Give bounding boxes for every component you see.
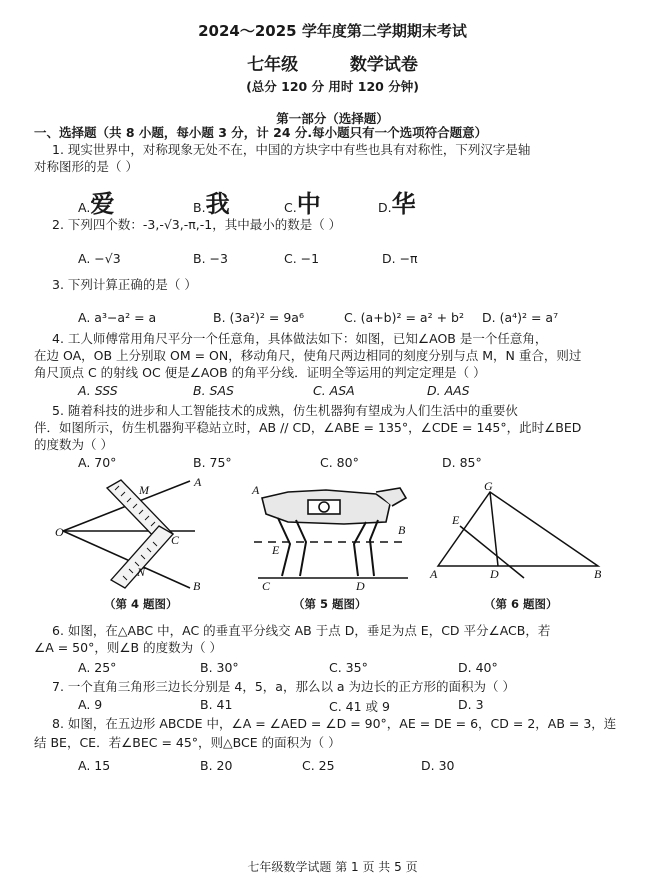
- figure-6-triangle: [428, 482, 608, 582]
- q8-line2: 结 BE，CE．若∠BEC = 45°，则△BCE 的面积为（ ）: [34, 735, 341, 750]
- figure-6-caption: （第 6 题图）: [484, 597, 558, 611]
- segment-gd: [490, 492, 498, 566]
- label-c: C: [171, 533, 180, 547]
- q3-option-c: C. (a+b)² = a² + b²: [344, 310, 464, 325]
- q4-line1: 4. 工人师傅常用角尺平分一个任意角，具体做法如下：如图，已知∠AOB 是一个任意角，: [52, 331, 548, 346]
- q1-option-a: A.爱: [78, 189, 115, 218]
- page-footer: 七年级数学试题 第 1 页 共 5 页: [247, 860, 418, 874]
- triangle-gab: [438, 492, 598, 566]
- q5-option-d: D. 85°: [442, 455, 482, 470]
- label-d: D: [356, 579, 365, 593]
- q5-option-c: C. 80°: [320, 455, 359, 470]
- label-a: A: [194, 476, 202, 489]
- exam-info: (总分 120 分 用时 120 分钟): [246, 79, 419, 94]
- q8-option-d: D. 30: [421, 758, 455, 773]
- q2-option-c: C. −1: [284, 251, 320, 266]
- q6-line2: ∠A = 50°，则∠B 的度数为（ ）: [34, 640, 223, 655]
- figure-5-caption: （第 5 题图）: [293, 597, 367, 611]
- q1-option-c: C.中: [284, 189, 321, 218]
- q6-option-b: B. 30°: [200, 660, 239, 675]
- q5-line2: 伴．如图所示，仿生机器狗平稳站立时，AB // CD，∠ABE = 135°，∠CDE = 145°，此时∠BED: [34, 420, 582, 435]
- subject-label: 数学试卷: [349, 55, 418, 75]
- q3-option-b: B. (3a²)² = 9a⁶: [213, 310, 304, 325]
- label-e: E: [452, 513, 460, 527]
- label-m: M: [139, 483, 149, 497]
- label-a: A: [430, 567, 438, 581]
- q4-line2: 在边 OA，OB 上分别取 OM = ON，移动角尺，使角尺两边相同的刻度分别与点 M，N 重合，则过: [34, 348, 582, 363]
- exam-title: 2024～2025 学年度第二学期期末考试: [198, 22, 467, 40]
- label-g: G: [484, 482, 493, 493]
- q4-option-c: C. ASA: [313, 383, 355, 398]
- q5-option-a: A. 70°: [78, 455, 117, 470]
- grade-label: 七年级: [247, 55, 299, 75]
- q8-option-a: A. 15: [78, 758, 111, 773]
- q2-option-d: D. −π: [382, 251, 418, 266]
- q2-text: 2. 下列四个数：-3,-√3,-π,-1，其中最小的数是（ ）: [52, 217, 342, 232]
- q5-option-b: B. 75°: [193, 455, 232, 470]
- section-heading: 一、选择题（共 8 小题，每小题 3 分，计 24 分.每小题只有一个选项符合题意）: [34, 125, 488, 140]
- label-e: E: [272, 543, 280, 557]
- q6-line1: 6. 如图，在△ABC 中，AC 的垂直平分线交 AB 于点 D，垂足为点 E，CD 平分∠ACB，若: [52, 623, 551, 638]
- q3-option-d: D. (a⁴)² = a⁷: [482, 310, 559, 325]
- q1-line2: 对称图形的是（ ）: [34, 159, 138, 174]
- label-o: O: [55, 525, 64, 539]
- q2-option-b: B. −3: [193, 251, 228, 266]
- q7-text: 7. 一个直角三角形三边长分别是 4，5，a，那么以 a 为边长的正方形的面积为（ ）: [52, 679, 516, 694]
- robot-body: [262, 488, 406, 524]
- q7-option-c: C. 41 或 9: [329, 699, 390, 714]
- q8-option-c: C. 25: [302, 758, 335, 773]
- q6-option-d: D. 40°: [458, 660, 498, 675]
- q2-option-a: A. −√3: [78, 251, 121, 266]
- figure-4-caption: （第 4 题图）: [104, 597, 178, 611]
- q7-option-b: B. 41: [200, 697, 233, 712]
- q5-line1: 5. 随着科技的进步和人工智能技术的成熟，仿生机器狗有望成为人们生活中的重要伙: [52, 403, 518, 418]
- label-n: N: [137, 565, 146, 579]
- label-b: B: [594, 567, 602, 581]
- label-b: B: [398, 523, 406, 537]
- q1-option-d: D.华: [378, 189, 416, 218]
- label-a: A: [252, 483, 260, 497]
- q5-line3: 的度数为（ ）: [34, 437, 113, 452]
- q4-option-d: D. AAS: [427, 383, 470, 398]
- figure-4-angle-bisector: [55, 476, 220, 594]
- q8-line1: 8. 如图，在五边形 ABCDE 中，∠A = ∠AED = ∠D = 90°，AE = DE = 6，CD = 2，AB = 3，连: [52, 716, 617, 731]
- q6-option-c: C. 35°: [329, 660, 368, 675]
- q7-option-d: D. 3: [458, 697, 484, 712]
- q4-line3: 角尺顶点 C 的射线 OC 便是∠AOB 的角平分线．证明全等运用的判定定理是（ ）: [34, 365, 486, 380]
- label-c: C: [262, 579, 271, 593]
- q1-option-b: B.我: [193, 189, 230, 218]
- q3-text: 3. 下列计算正确的是（ ）: [52, 277, 197, 292]
- q1-line1: 1. 现实世界中，对称现象无处不在，中国的方块字中有些也具有对称性，下列汉字是轴: [52, 142, 531, 157]
- label-d: D: [490, 567, 499, 581]
- q4-option-a: A. SSS: [78, 383, 118, 398]
- label-b: B: [193, 579, 201, 593]
- figure-5-robot-dog: [248, 482, 416, 594]
- q8-option-b: B. 20: [200, 758, 233, 773]
- q6-option-a: A. 25°: [78, 660, 117, 675]
- part-heading: 第一部分（选择题）: [276, 111, 389, 126]
- robot-legs: [278, 518, 378, 576]
- q3-option-a: A. a³−a² = a: [78, 310, 157, 325]
- q7-option-a: A. 9: [78, 697, 103, 712]
- q4-option-b: B. SAS: [193, 383, 234, 398]
- exam-subtitle: [0, 50, 665, 75]
